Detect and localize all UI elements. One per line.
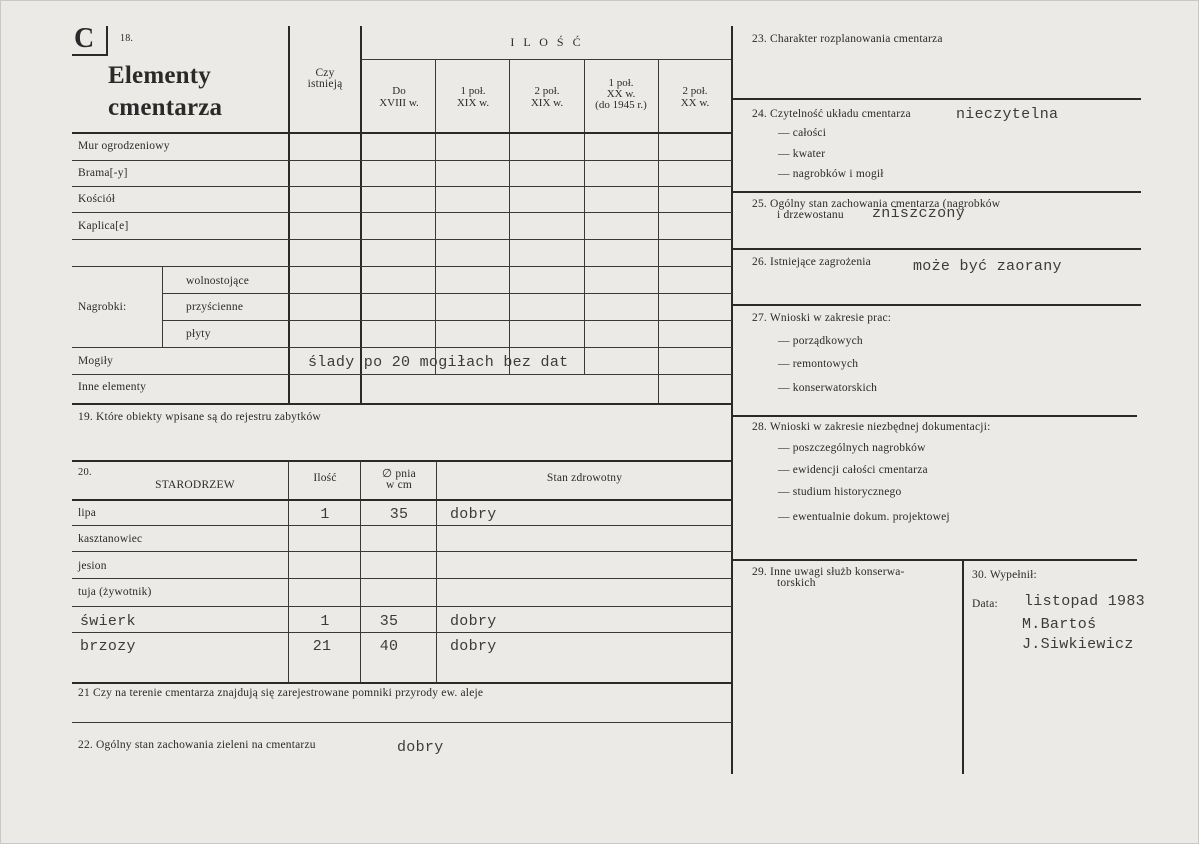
question-21: 21 Czy na terenie cmentarza znajdują się zarejestrowane pomniki przyrody ew. aleje: [78, 687, 484, 699]
option-item: — studium historycznego: [778, 486, 902, 498]
trees-diameter-header-line1: ∅ pnia: [382, 468, 416, 480]
divider: [72, 499, 732, 501]
divider: [72, 160, 732, 161]
option-item: — remontowych: [778, 358, 859, 370]
tree-health: dobry: [450, 638, 497, 655]
greenery-state-value: dobry: [397, 739, 444, 756]
question-25-line1: 25. Ogólny stan zachowania cmentarza (nagrobków: [752, 198, 1001, 210]
tree-diameter: 35: [389, 506, 409, 523]
section-title-line2: cmentarza: [108, 94, 223, 121]
divider: [72, 682, 732, 684]
mounds-value: ślady po 20 mogiłach bez dat: [308, 354, 569, 371]
element-row-label: Kaplica[e]: [78, 220, 129, 232]
card-letter: C: [74, 23, 95, 54]
tree-name: świerk: [80, 613, 136, 630]
divider: [509, 60, 510, 374]
tree-name: brzozy: [80, 638, 136, 655]
question-29-line1: 29. Inne uwagi służb konserwa-: [752, 566, 905, 578]
question-23: 23. Charakter rozplanowania cmentarza: [752, 33, 943, 45]
tree-name: lipa: [78, 507, 97, 519]
filled-by-name: J.Siwkiewicz: [1022, 636, 1134, 653]
divider: [162, 267, 163, 347]
option-item: — całości: [778, 127, 827, 139]
threats-value: może być zaorany: [913, 258, 1062, 275]
divider: [733, 304, 1141, 306]
divider: [436, 461, 437, 683]
period-header: 1 poł. XX w. (do 1945 r.): [595, 77, 647, 111]
mounds-label: Mogiły: [78, 355, 114, 367]
option-item: — nagrobków i mogił: [778, 168, 884, 180]
element-row-label: Mur ogrodzeniowy: [78, 140, 170, 152]
divider: [72, 403, 732, 405]
exists-header-line1: Czy: [315, 67, 335, 79]
divider: [72, 551, 732, 552]
trees-diameter-header-line2: w cm: [385, 479, 413, 491]
question-27: 27. Wnioski w zakresie prac:: [752, 312, 892, 324]
divider: [72, 239, 732, 240]
option-item: — konserwatorskich: [778, 382, 878, 394]
question-26: 26. Istniejące zagrożenia: [752, 256, 871, 268]
question-30: 30. Wypełnił:: [972, 569, 1037, 581]
question-24: 24. Czytelność układu cmentarza: [752, 108, 911, 120]
divider: [72, 132, 732, 134]
overall-state-value: zniszczony: [872, 205, 966, 222]
divider: [733, 191, 1141, 193]
tree-count: 21: [312, 638, 332, 655]
card-letter-box: [72, 23, 108, 56]
grave-type-label: przyścienne: [186, 301, 244, 313]
divider: [733, 248, 1141, 250]
divider: [435, 60, 436, 374]
tree-diameter: 35: [379, 613, 399, 630]
divider: [162, 293, 732, 294]
quantity-header: I L O Ś Ć: [510, 35, 584, 49]
period-header: Do XVIII w.: [379, 85, 419, 109]
grave-type-label: wolnostojące: [186, 275, 250, 287]
question-25-line2: i drzewostanu: [777, 209, 844, 221]
divider: [361, 59, 732, 60]
divider: [72, 460, 732, 462]
grave-type-label: płyty: [186, 328, 211, 340]
question-29-line2: torskich: [777, 577, 816, 589]
other-elements-label: Inne elementy: [78, 381, 147, 393]
option-item: — porządkowych: [778, 335, 863, 347]
option-item: — kwater: [778, 148, 826, 160]
exists-header-line2: istnieją: [307, 78, 343, 90]
divider: [360, 461, 361, 683]
tree-name: jesion: [78, 560, 107, 572]
tree-health: dobry: [450, 506, 497, 523]
graves-label: Nagrobki:: [78, 301, 127, 313]
divider: [584, 60, 585, 374]
divider: [733, 415, 1137, 417]
tree-count: 1: [320, 506, 330, 523]
option-item: — poszczególnych nagrobków: [778, 442, 926, 454]
divider: [733, 559, 1137, 561]
trees-number: 20.: [78, 467, 92, 478]
tree-name: tuja (żywotnik): [78, 586, 152, 598]
layout-readability-value: nieczytelna: [956, 106, 1059, 123]
divider: [72, 186, 732, 187]
option-item: — ewidencji całości cmentarza: [778, 464, 928, 476]
field-number-18: 18.: [120, 33, 134, 44]
period-header: 2 poł. XX w.: [680, 85, 710, 109]
divider: [72, 606, 732, 607]
divider: [72, 212, 732, 213]
divider: [733, 98, 1141, 100]
section-title-line1: Elementy: [108, 62, 211, 89]
filled-by-name: M.Bartoś: [1022, 616, 1097, 633]
divider: [162, 320, 732, 321]
divider: [72, 266, 732, 267]
element-row-label: Brama[-y]: [78, 167, 128, 179]
tree-name: kasztanowiec: [78, 533, 143, 545]
divider: [72, 632, 732, 633]
divider: [658, 60, 659, 404]
date-label: Data:: [972, 598, 998, 610]
trees-count-header: Ilość: [313, 472, 337, 484]
divider: [288, 461, 289, 683]
tree-count: 1: [320, 613, 330, 630]
period-header: 1 poł. XIX w.: [456, 85, 490, 109]
date-value: listopad 1983: [1024, 593, 1145, 610]
element-row-label: Kościół: [78, 193, 116, 205]
trees-health-header: Stan zdrowotny: [546, 472, 623, 484]
question-19: 19. Które obiekty wpisane są do rejestru zabytków: [78, 411, 321, 423]
divider: [72, 578, 732, 579]
period-header: 2 poł. XIX w.: [530, 85, 564, 109]
trees-header: STARODRZEW: [155, 479, 235, 491]
divider: [72, 722, 732, 723]
question-22: 22. Ogólny stan zachowania zieleni na cmentarzu: [78, 739, 316, 751]
tree-health: dobry: [450, 613, 497, 630]
question-28: 28. Wnioski w zakresie niezbędnej dokumentacji:: [752, 421, 991, 433]
tree-diameter: 40: [379, 638, 399, 655]
divider: [731, 26, 733, 774]
divider: [962, 560, 964, 774]
divider: [72, 347, 732, 348]
divider: [72, 525, 732, 526]
option-item: — ewentualnie dokum. projektowej: [778, 511, 950, 523]
divider: [72, 374, 732, 375]
